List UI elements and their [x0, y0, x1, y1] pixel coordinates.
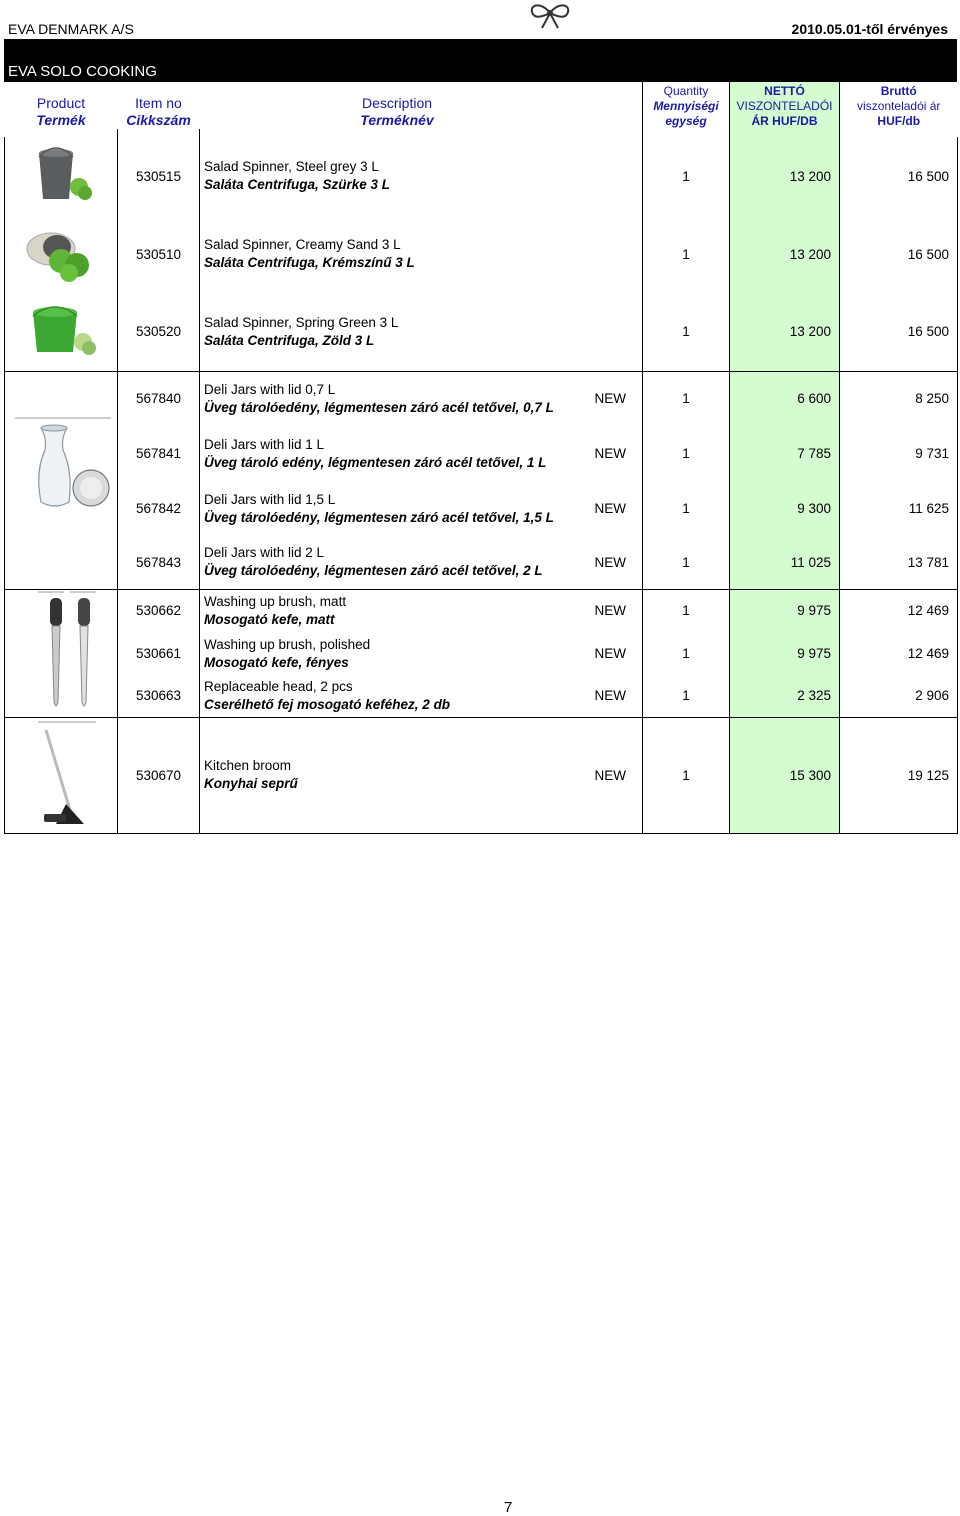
new-badge: NEW: [594, 646, 626, 661]
net-price: 13 200: [730, 293, 840, 371]
quantity: 1: [643, 717, 730, 833]
table-row: [5, 536, 958, 589]
new-badge: NEW: [594, 501, 626, 516]
page-number: 7: [504, 1499, 513, 1516]
item-number: 530520: [118, 293, 200, 371]
quantity: 1: [643, 137, 730, 215]
company-name: EVA DENMARK A/S: [8, 21, 134, 37]
item-number: 530515: [118, 137, 200, 215]
deli-jar-image: [11, 372, 111, 522]
net-price: 11 025: [730, 536, 840, 589]
section-title-bar: [4, 39, 957, 82]
description: Deli Jars with lid 0,7 L Üveg tárolóedény, légmentesen záró acél tetővel, 0,7 L: [200, 371, 595, 426]
section-title: EVA SOLO COOKING: [8, 63, 157, 80]
net-price: 9 975: [730, 589, 840, 632]
table-row: [5, 426, 958, 481]
gross-price: 8 250: [840, 371, 958, 426]
new-badge: [595, 215, 643, 293]
quantity: 1: [643, 481, 730, 536]
table-row: [5, 589, 958, 632]
gross-price: 16 500: [840, 293, 958, 371]
gross-price: 19 125: [840, 717, 958, 833]
description: Salad Spinner, Spring Green 3 L Saláta Centrifuga, Zöld 3 L: [200, 293, 595, 371]
new-badge: NEW: [595, 589, 643, 632]
new-badge: NEW: [595, 371, 643, 426]
table-row: [5, 481, 958, 536]
col-quantity: Quantity Mennyiségi egység: [643, 82, 730, 129]
validity-date: 2010.05.01-től érvényes: [791, 21, 948, 37]
net-price: 9 975: [730, 632, 840, 675]
item-number: 567840: [118, 371, 200, 426]
description: Washing up brush, matt Mosogató kefe, matt: [200, 589, 595, 632]
gross-price: 16 500: [840, 215, 958, 293]
quantity: 1: [643, 632, 730, 675]
gross-price: 13 781: [840, 536, 958, 589]
gross-price: 9 731: [840, 426, 958, 481]
description: Washing up brush, polished Mosogató kefe, fényes: [200, 632, 595, 675]
item-number: 567842: [118, 481, 200, 536]
price-list-table: [4, 82, 958, 834]
net-price: 7 785: [730, 426, 840, 481]
description: Deli Jars with lid 1,5 L Üveg tárolóedény, légmentesen záró acél tetővel, 1,5 L: [200, 481, 595, 536]
gross-price: 2 906: [840, 675, 958, 717]
table-row: [5, 293, 958, 371]
table-row: [5, 675, 958, 717]
salad-spinner-sand-image: [21, 221, 101, 285]
new-badge: [595, 293, 643, 371]
quantity: 1: [643, 536, 730, 589]
table-row: [5, 717, 958, 833]
item-number: 530663: [118, 675, 200, 717]
net-price: 13 200: [730, 137, 840, 215]
description: Kitchen broom Konyhai seprű: [200, 717, 595, 833]
description: Replaceable head, 2 pcs Cserélhető fej mosogató keféhez, 2 db: [200, 675, 595, 717]
new-badge: [595, 137, 643, 215]
item-number: 567841: [118, 426, 200, 481]
description: Salad Spinner, Steel grey 3 L Saláta Centrifuga, Szürke 3 L: [200, 137, 595, 215]
table-row: [5, 215, 958, 293]
table-header: [5, 82, 958, 129]
net-price: 15 300: [730, 717, 840, 833]
new-badge: NEW: [594, 688, 626, 704]
description: Deli Jars with lid 2 L Üveg tárolóedény, légmentesen záró acél tetővel, 2 L: [200, 536, 595, 589]
quantity: 1: [643, 675, 730, 717]
gross-price: 11 625: [840, 481, 958, 536]
quantity: 1: [643, 215, 730, 293]
item-number: 567843: [118, 536, 200, 589]
table-row: [5, 632, 958, 675]
net-price: 9 300: [730, 481, 840, 536]
description: Deli Jars with lid 1 L Üveg tároló edény, légmentesen záró acél tetővel, 1 L: [200, 426, 595, 481]
quantity: 1: [643, 589, 730, 632]
quantity: 1: [643, 371, 730, 426]
col-item-no: Item no Cikkszám: [126, 95, 191, 128]
quantity: 1: [643, 293, 730, 371]
new-badge: NEW: [594, 554, 626, 570]
gross-price: 12 469: [840, 632, 958, 675]
description: Salad Spinner, Creamy Sand 3 L Saláta Centrifuga, Krémszínű 3 L: [200, 215, 595, 293]
kitchen-broom-image: [16, 720, 106, 828]
net-price: 13 200: [730, 215, 840, 293]
salad-spinner-grey-image: [25, 143, 97, 207]
quantity: 1: [643, 426, 730, 481]
col-description: Description Terméknév: [360, 95, 434, 128]
new-badge: NEW: [594, 446, 626, 461]
item-number: 530661: [118, 632, 200, 675]
table-row: [5, 137, 958, 215]
item-number: 530662: [118, 589, 200, 632]
col-product: Product Termék: [36, 95, 86, 128]
item-number: 530670: [118, 717, 200, 833]
washing-brushes-image: [16, 590, 106, 714]
new-badge: NEW: [595, 717, 643, 833]
gross-price: 16 500: [840, 137, 958, 215]
net-price: 6 600: [730, 371, 840, 426]
gross-price: 12 469: [840, 589, 958, 632]
col-new: [595, 82, 643, 129]
salad-spinner-green-image: [21, 300, 101, 360]
bow-logo-icon: [522, 0, 578, 30]
item-number: 530510: [118, 215, 200, 293]
table-row: [5, 371, 958, 426]
net-price: 2 325: [730, 675, 840, 717]
col-gross-price: Bruttó viszonteladói ár HUF/db: [840, 82, 958, 129]
col-net-price: NETTÓ VISZONTELADÓI ÁR HUF/DB: [730, 82, 840, 129]
